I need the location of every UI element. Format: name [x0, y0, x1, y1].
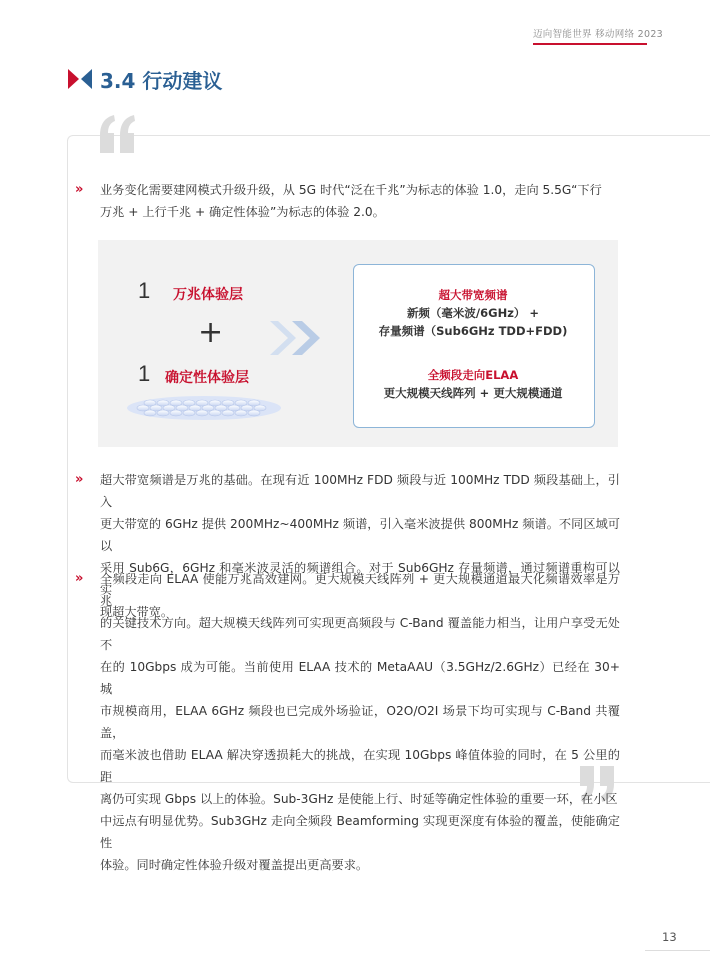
header-text: 迈向智能世界 移动网络 2023 [533, 29, 664, 40]
layer-count: 1 [138, 278, 151, 303]
plus-sign: + [198, 315, 224, 350]
text-line: 全频段走向 ELAA 使能万兆高效建网。更大规模天线阵列 + 更大规模通道最大化频谱效率是万兆 [100, 572, 620, 608]
text-line: 更大带宽的 6GHz 提供 200MHz~400MHz 频谱，引入毫米波提供 800MHz 频谱。不同区域可以 [100, 517, 620, 553]
section-marker-icon [68, 69, 92, 89]
paragraph-1 [100, 179, 620, 223]
box-title-elaa: 全频段走向ELAA [427, 368, 519, 382]
text-line: 业务变化需要建网模式升级升级，从 5G 时代“泛在千兆”为标志的体验 1.0，走向 5.5G“下行 [100, 183, 602, 197]
text-line: 体验。同时确定性体验升级对覆盖提出更高要求。 [100, 858, 369, 872]
text-line: 的关键技术方向。超大规模天线阵列可实现更高频段与 C-Band 覆盖能力相当，让用户享受无处不 [100, 616, 620, 652]
text-line: 而毫米波也借助 ELAA 解决穿透损耗大的挑战，在实现 10Gbps 峰值体验的同时，在 5 公里的距 [100, 748, 620, 784]
footer-divider [645, 950, 710, 951]
bullet-icon: » [75, 472, 84, 487]
box-title-spectrum: 超大带宽频谱 [438, 288, 508, 302]
paragraph-3 [100, 568, 620, 876]
layer-label-10g: 万兆体验层 [173, 287, 243, 303]
box-line-elaa: 更大规模天线阵列 + 更大规模通道 [383, 386, 563, 400]
open-quote-icon [96, 113, 138, 155]
box-line-existing-spectrum: 存量频谱（Sub6GHz TDD+FDD) [378, 324, 568, 338]
text-line: 离仍可实现 Gbps 以上的体验。Sub-3GHz 是使能上行、时延等确定性体验的重要一环，在小区 [100, 792, 618, 806]
box-line-new-spectrum: 新频（毫米波/6GHz） + [406, 306, 540, 320]
header-divider [533, 43, 647, 45]
text-line: 在的 10Gbps 成为可能。当前使用 ELAA 技术的 MetaAAU（3.5GHz/2.6GHz）已经在 30+ 城 [100, 660, 620, 696]
section-title: 3.4 行动建议 [100, 69, 223, 93]
text-line: 采用 Sub6G，6GHz 和毫米波灵活的频谱组合。对于 Sub6GHz 存量频谱，通过频谱重构可以实 [100, 561, 620, 597]
layer-label-deterministic: 确定性体验层 [165, 370, 249, 386]
text-line: 现超大带宽。 [100, 605, 174, 619]
hex-grid-icon [125, 382, 283, 422]
layer-count: 1 [138, 361, 151, 386]
page-number: 13 [662, 930, 677, 944]
text-line: 市规模商用，ELAA 6GHz 频段也已完成外场验证，O2O/O2I 场景下均可实现与 C-Band 共覆盖， [100, 704, 620, 740]
text-line: 超大带宽频谱是万兆的基础。在现有近 100MHz FDD 频段与近 100MHz TDD 频段基础上，引入 [100, 473, 620, 509]
bullet-icon: » [75, 182, 84, 197]
bullet-icon: » [75, 571, 84, 586]
text-line: 万兆 + 上行千兆 + 确定性体验”为标志的体验 2.0。 [100, 205, 385, 219]
text-line: 中远点有明显优势。Sub3GHz 走向全频段 Beamforming 实现更深度有体验的覆盖，使能确定性 [100, 814, 620, 850]
double-chevron-right-icon [270, 321, 328, 355]
